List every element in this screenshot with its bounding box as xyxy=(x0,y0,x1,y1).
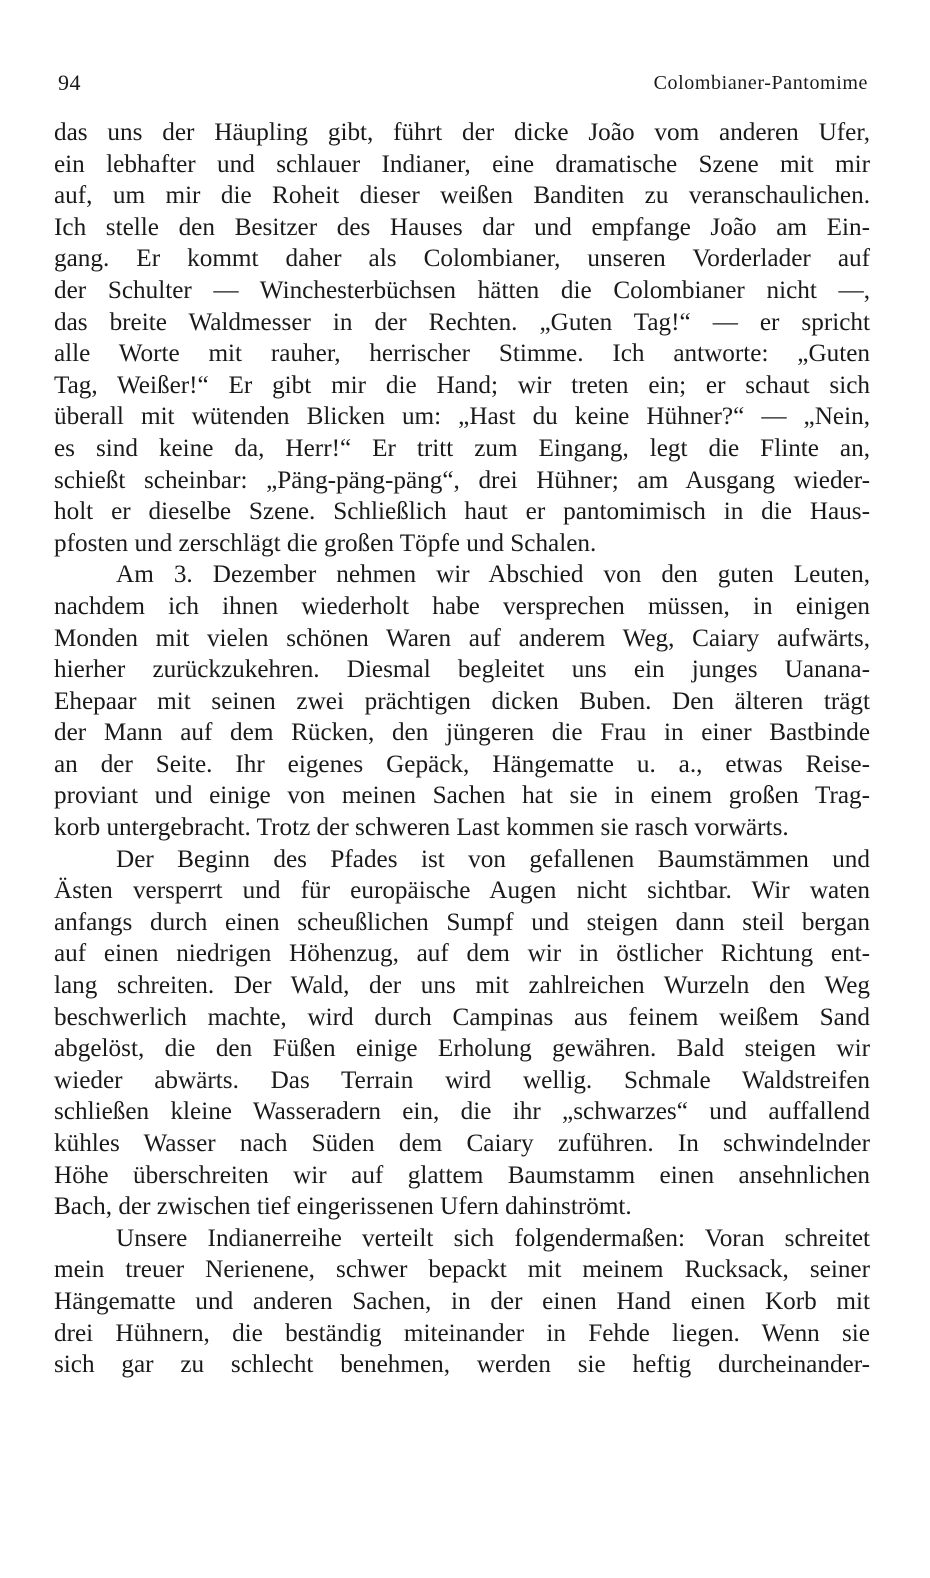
text-line: Ehepaar mit seinen zwei prächtigen dicken Buben. Den älteren trägt xyxy=(54,687,870,715)
text-line: kühles Wasser nach Süden dem Caiary zuführen. In schwindelnder xyxy=(54,1130,870,1157)
text-line: wieder abwärts. Das Terrain wird wellig. Schmale Waldstreifen xyxy=(54,1066,870,1094)
text-line: Unsere Indianerreihe verteilt sich folgendermaßen: Voran schreitet xyxy=(116,1224,870,1252)
body-text xyxy=(54,117,870,1381)
text-line: nachdem ich ihnen wiederholt habe versprechen müssen, in einigen xyxy=(54,592,870,620)
page-header xyxy=(58,70,868,104)
text-line: holt er dieselbe Szene. Schließlich haut er pantomimisch in die Haus- xyxy=(54,498,870,526)
text-line: drei Hühnern, die beständig miteinander in Fehde liegen. Wenn sie xyxy=(54,1319,870,1347)
paragraph xyxy=(54,1223,870,1381)
page-number: 94 xyxy=(58,70,81,95)
text-line: beschwerlich machte, wird durch Campinas aus feinem weißem Sand xyxy=(54,1003,870,1031)
text-line: hierher zurückzukehren. Diesmal begleitet uns ein junges Uanana- xyxy=(54,656,870,684)
text-line: Hängematte und anderen Sachen, in der einen Hand einen Korb mit xyxy=(54,1287,870,1315)
text-line: sich gar zu schlecht benehmen, werden sie heftig durcheinander- xyxy=(54,1351,870,1379)
text-line: gang. Er kommt daher als Colombianer, unseren Vorderlader auf xyxy=(54,245,870,273)
text-line: auf, um mir die Roheit dieser weißen Banditen zu veranschaulichen. xyxy=(54,182,870,210)
text-line: mein treuer Nerienene, schwer bepackt mit meinem Rucksack, seiner xyxy=(54,1256,870,1284)
text-line: Monden mit vielen schönen Waren auf anderem Weg, Caiary aufwärts, xyxy=(54,624,870,652)
paragraph xyxy=(54,559,870,843)
running-head: Colombianer-Pantomime xyxy=(653,72,868,94)
text-line: korb untergebracht. Trotz der schweren Last kommen sie rasch vorwärts. xyxy=(54,814,789,842)
paragraph xyxy=(54,117,870,559)
text-line: schießt scheinbar: „Päng-päng-päng“, drei Hühner; am Ausgang wieder- xyxy=(54,466,870,494)
text-line: Tag, Weißer!“ Er gibt mir die Hand; wir treten ein; er schaut sich xyxy=(54,371,870,399)
text-line: überall mit wütenden Blicken um: „Hast du keine Hühner?“ — „Nein, xyxy=(54,403,870,431)
text-line: proviant und einige von meinen Sachen hat sie in einem großen Trag- xyxy=(54,782,870,810)
text-line: schließen kleine Wasseradern ein, die ihr „schwarzes“ und auffallend xyxy=(54,1098,870,1126)
text-line: das breite Waldmesser in der Rechten. „Guten Tag!“ — er spricht xyxy=(54,308,870,336)
text-line: ein lebhafter und schlauer Indianer, eine dramatische Szene mit mir xyxy=(54,150,870,178)
text-line: der Mann auf dem Rücken, den jüngeren die Frau in einer Bastbinde xyxy=(54,719,870,747)
text-line: das uns der Häupling gibt, führt der dicke João vom anderen Ufer, xyxy=(54,119,870,146)
text-line: alle Worte mit rauher, herrischer Stimme. Ich antworte: „Guten xyxy=(54,340,870,368)
text-line: Höhe überschreiten wir auf glattem Baumstamm einen ansehnlichen xyxy=(54,1161,870,1189)
text-line: anfangs durch einen scheußlichen Sumpf und steigen dann steil bergan xyxy=(54,908,870,936)
text-line: Bach, der zwischen tief eingerissenen Ufern dahinströmt. xyxy=(54,1193,632,1221)
paragraph xyxy=(54,844,870,1223)
text-line: lang schreiten. Der Wald, der uns mit zahlreichen Wurzeln den Weg xyxy=(54,972,870,1000)
text-line: Ästen versperrt und für europäische Augen nicht sichtbar. Wir waten xyxy=(54,877,870,905)
text-line: auf einen niedrigen Höhenzug, auf dem wir in östlicher Richtung ent- xyxy=(54,940,870,968)
text-line: der Schulter — Winchesterbüchsen hätten die Colombianer nicht —, xyxy=(54,276,870,304)
text-line: abgelöst, die den Füßen einige Erholung gewähren. Bald steigen wir xyxy=(54,1035,870,1063)
text-line: an der Seite. Ihr eigenes Gepäck, Hängematte u. a., etwas Reise- xyxy=(54,750,870,778)
text-line: Der Beginn des Pfades ist von gefallenen Baumstämmen und xyxy=(116,845,870,873)
text-line: es sind keine da, Herr!“ Er tritt zum Eingang, legt die Flinte an, xyxy=(54,434,870,462)
text-line: Ich stelle den Besitzer des Hauses dar und empfange João am Ein- xyxy=(54,213,870,241)
text-line: pfosten und zerschlägt die großen Töpfe und Schalen. xyxy=(54,529,597,557)
text-line: Am 3. Dezember nehmen wir Abschied von den guten Leuten, xyxy=(116,561,870,589)
